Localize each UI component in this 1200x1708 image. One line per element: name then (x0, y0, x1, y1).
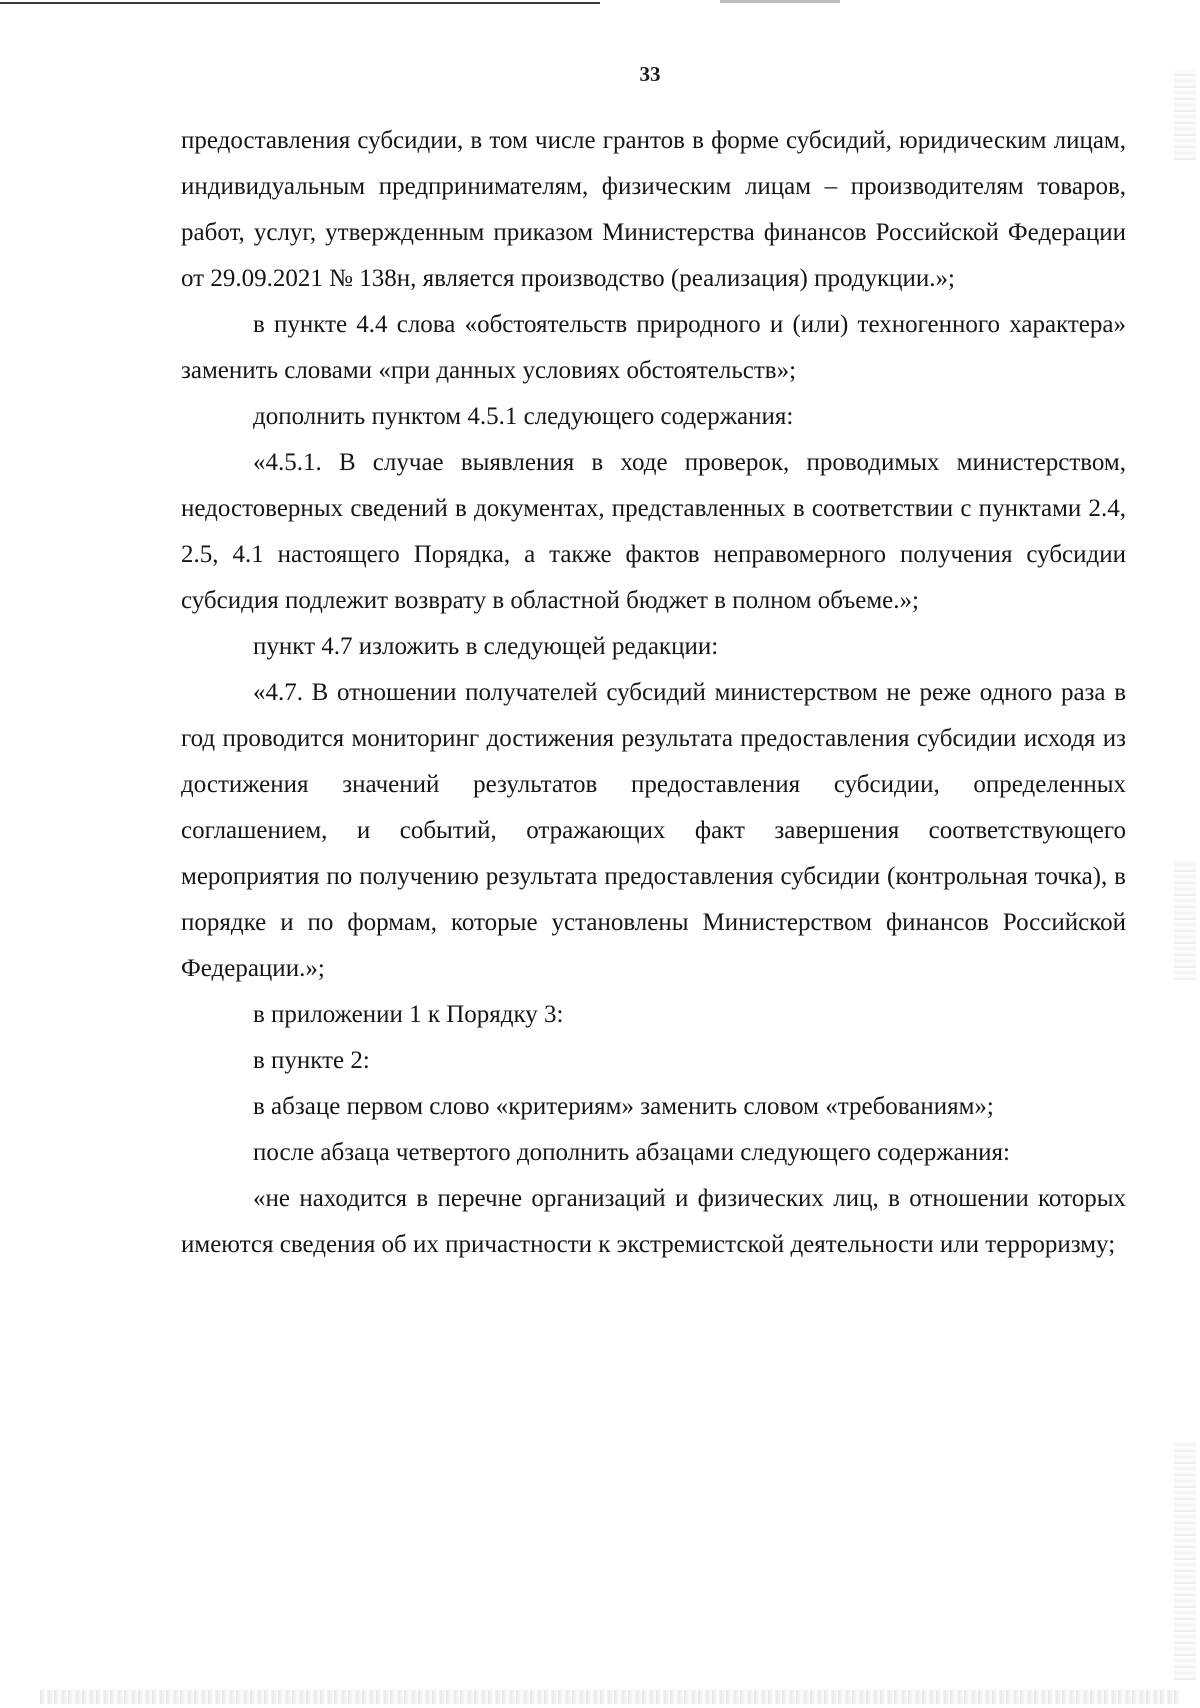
document-body (181, 118, 1126, 1268)
paragraph-8: в пункте 2: (253, 1047, 370, 1074)
scan-noise-bottom (40, 1690, 1180, 1704)
paragraph-7: в приложении 1 к Порядку 3: (253, 1001, 564, 1028)
paragraph-4: «4.5.1. В случае выявления в ходе проверок, проводимых министерством, недостоверных сведений в документах, представленных в соответствии с пунктами 2.4, 2.5, 4.1 настоящего Порядка, а также фактов неправомерного получения субсидии субсидия подлежит возврату в областной бюджет в полном объеме.»; (181, 449, 1126, 614)
paragraph-2: в пункте 4.4 слова «обстоятельств природного и (или) техногенного характера» заменить словами «при данных условиях обстоятельств»; (181, 311, 1126, 384)
scan-edge-line (0, 2, 600, 4)
paragraph-10: после абзаца четвертого дополнить абзацами следующего содержания: (253, 1139, 1010, 1166)
paragraph-9: в абзаце первом слово «критериям» заменить словом «требованиям»; (253, 1093, 994, 1120)
scan-noise-right-middle (1174, 860, 1196, 980)
page-number: 33 (639, 62, 661, 86)
paragraph-1: предоставления субсидии, в том числе грантов в форме субсидий, юридическим лицам, индивидуальным предпринимателям, физическим лицам – производителям товаров, работ, услуг, утвержденным приказом Министерства финансов Российской Федерации от 29.09.2021 № 138н, является производство (реализация) продукции.»; (181, 127, 1126, 292)
scan-noise-right-bottom (1174, 1440, 1196, 1680)
paragraph-3: дополнить пунктом 4.5.1 следующего содержания: (253, 403, 794, 430)
scan-edge-mark (720, 0, 840, 3)
paragraph-6: «4.7. В отношении получателей субсидий министерством не реже одного раза в год проводится мониторинг достижения результата предоставления субсидии исходя из достижения значений результатов предоставления субсидии, определенных соглашением, и событий, отражающих факт завершения соответствующего мероприятия по получению результата предоставления субсидии (контрольная точка), в порядке и по формам, которые установлены Министерством финансов Российской Федерации.»; (181, 679, 1126, 982)
paragraph-5: пункт 4.7 изложить в следующей редакции: (253, 633, 719, 660)
paragraph-11: «не находится в перечне организаций и физических лиц, в отношении которых имеются сведения об их причастности к экстремистской деятельности или терроризму; (181, 1185, 1126, 1258)
